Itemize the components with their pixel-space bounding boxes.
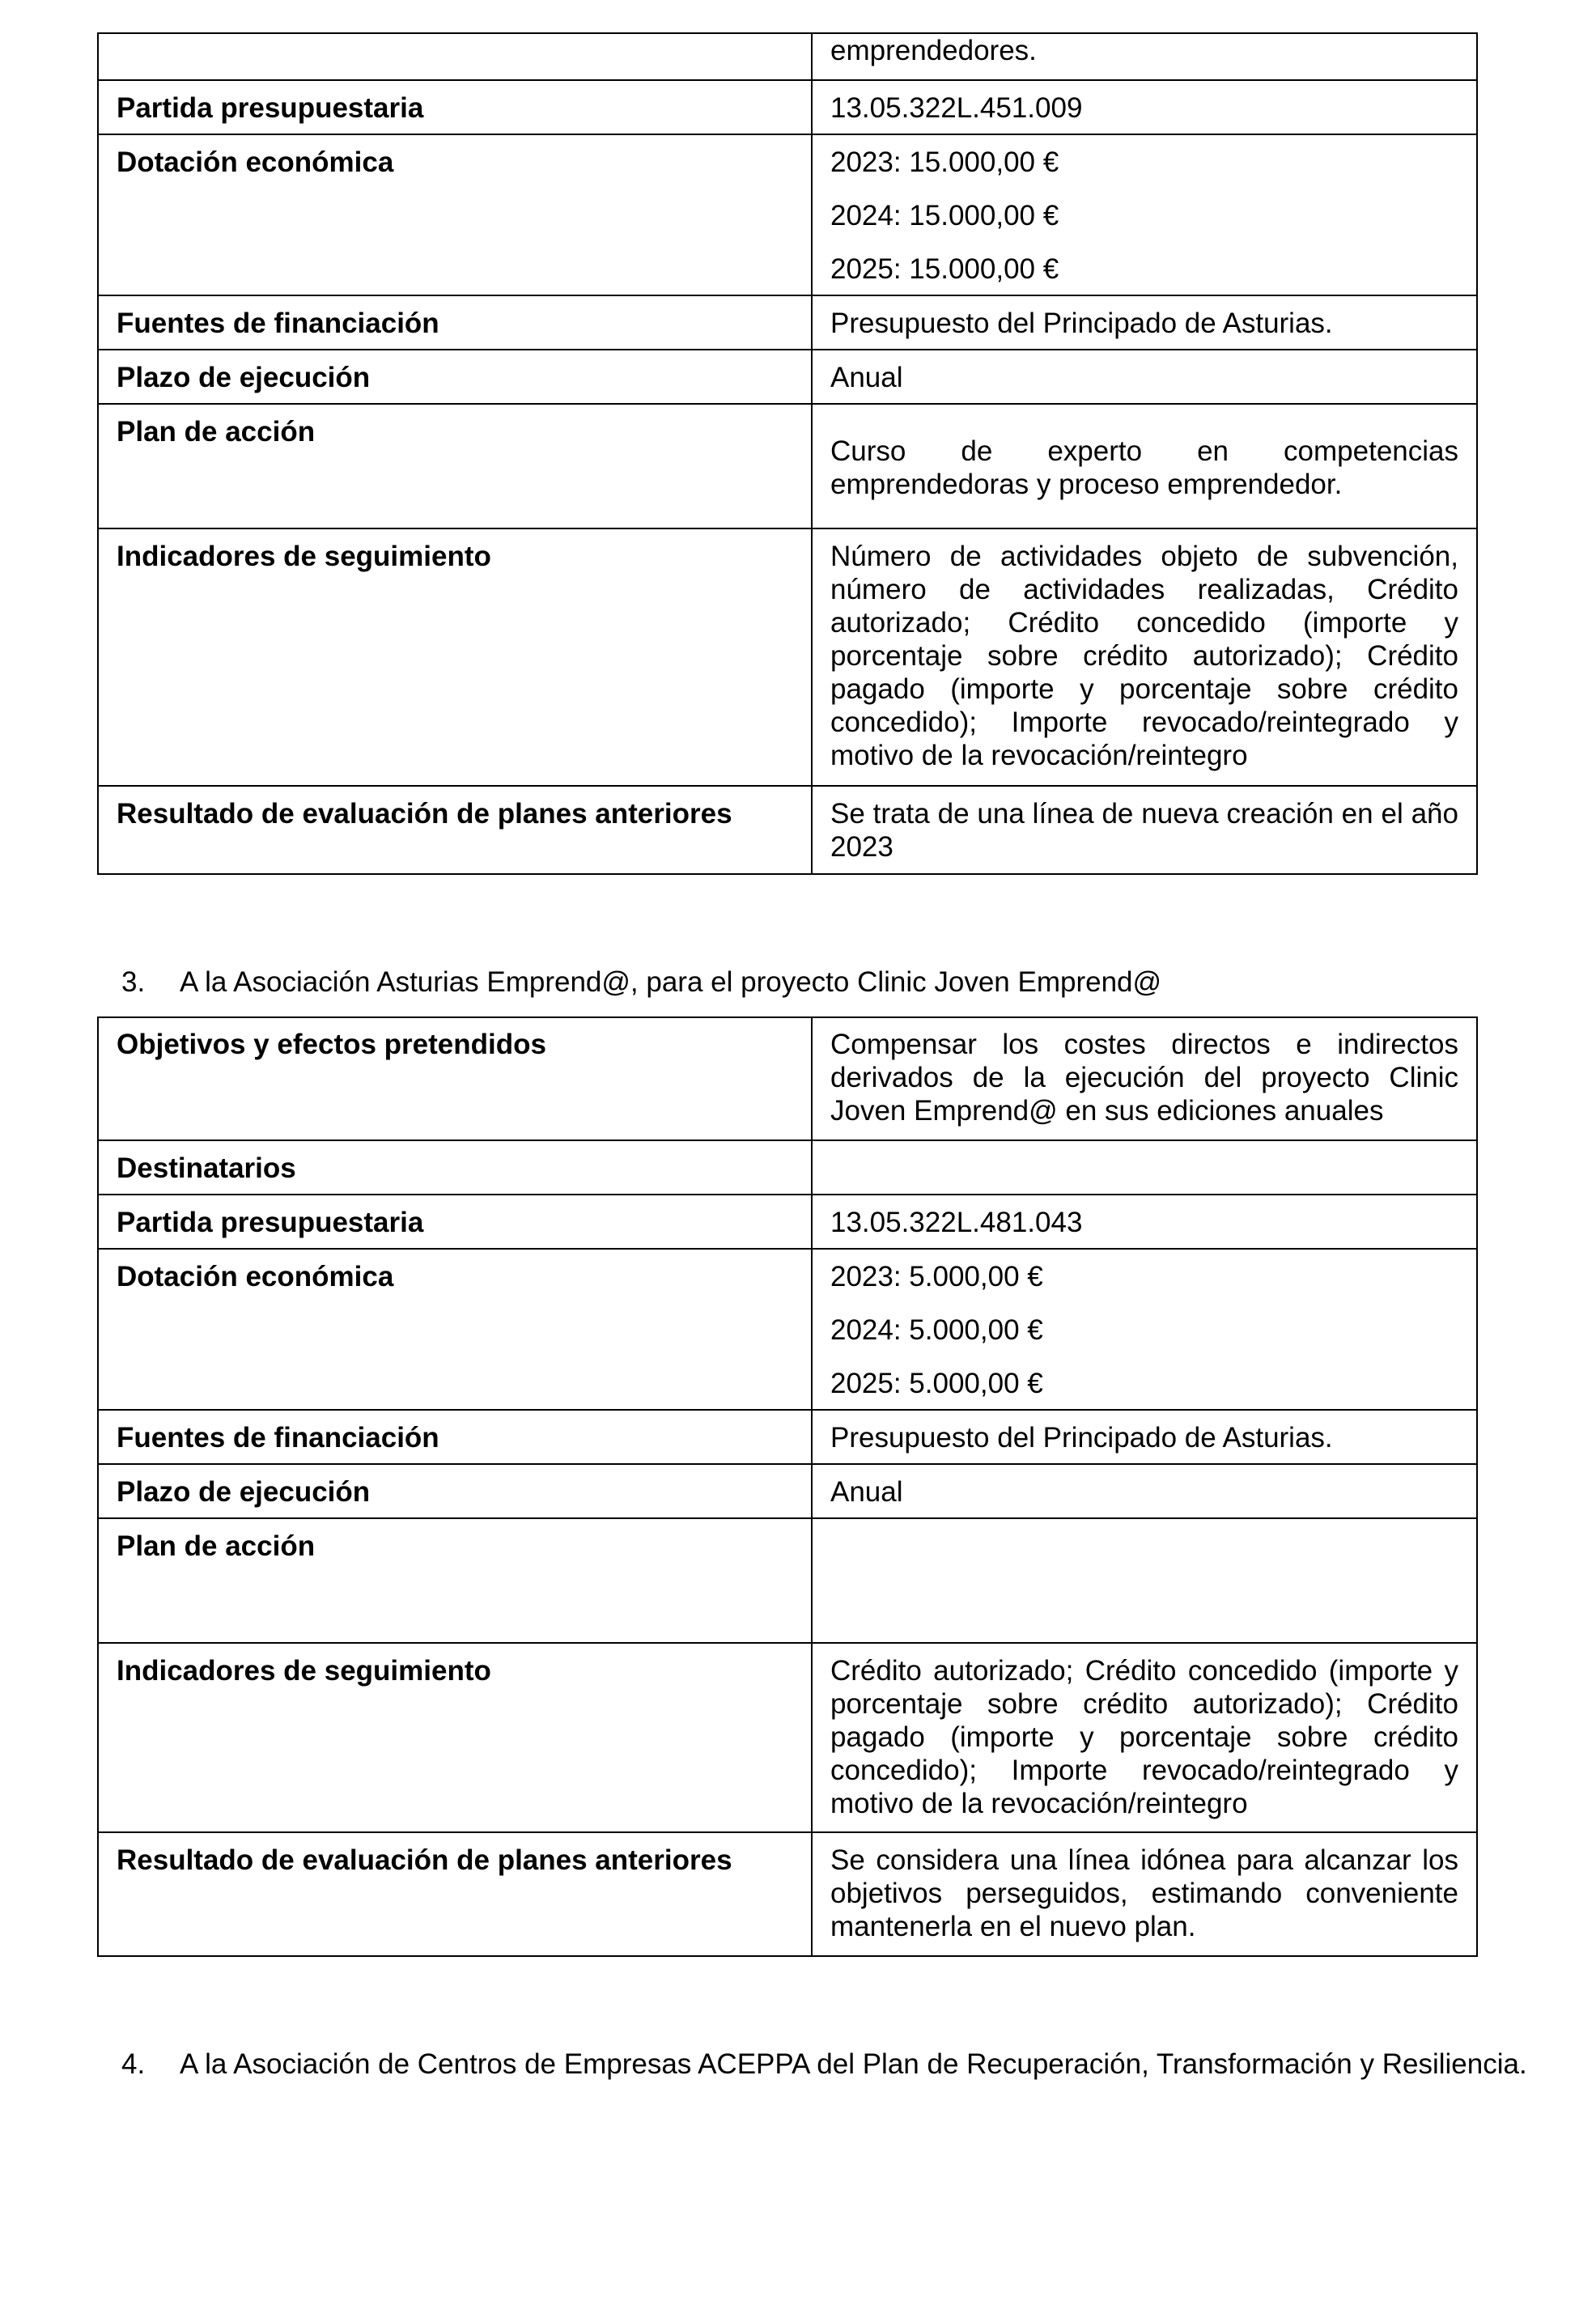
- section-title: A la Asociación de Centros de Empresas ACEPPA del Plan de Recuperación, Transformación y Resiliencia.: [180, 2048, 1527, 2080]
- row-value: [812, 134, 1477, 295]
- row-value: Anual: [812, 1464, 1477, 1518]
- row-label: Plan de acción: [98, 404, 812, 528]
- table-row: [98, 1464, 1477, 1518]
- row-label: Resultado de evaluación de planes anteriores: [98, 1832, 812, 1956]
- row-label: Destinatarios: [98, 1140, 812, 1195]
- row-value: Presupuesto del Principado de Asturias.: [812, 1410, 1477, 1464]
- row-label: Plazo de ejecución: [98, 1464, 812, 1518]
- row-value: Compensar los costes directos e indirectos derivados de la ejecución del proyecto Clinic Joven Emprend@ en sus ediciones anuales: [812, 1017, 1477, 1140]
- amount-2025: 2025: 15.000,00 €: [830, 253, 1059, 285]
- row-value: Crédito autorizado; Crédito concedido (importe y porcentaje sobre crédito autorizado); Crédito pagado (importe y porcentaje sobre crédito concedido); Importe revocado/reintegrado y motivo de la revocación/reintegro: [812, 1643, 1477, 1832]
- table-row: [98, 528, 1477, 786]
- row-value: [812, 1518, 1477, 1643]
- table-row: [98, 1832, 1477, 1956]
- table-row: [98, 1249, 1477, 1410]
- row-label: Fuentes de financiación: [98, 295, 812, 350]
- row-value: 13.05.322L.481.043: [812, 1195, 1477, 1249]
- row-value: Se considera una línea idónea para alcanzar los objetivos perseguidos, estimando conveniente mantenerla en el nuevo plan.: [812, 1832, 1477, 1956]
- row-label: Partida presupuestaria: [98, 1195, 812, 1249]
- row-label: Partida presupuestaria: [98, 80, 812, 134]
- row-label: Dotación económica: [98, 134, 812, 295]
- row-label: Dotación económica: [98, 1249, 812, 1410]
- table-row: [98, 1643, 1477, 1832]
- row-label: Plazo de ejecución: [98, 350, 812, 404]
- row-value: [812, 1249, 1477, 1410]
- row-label: Objetivos y efectos pretendidos: [98, 1017, 812, 1140]
- row-value: Presupuesto del Principado de Asturias.: [812, 295, 1477, 350]
- table-row: [98, 786, 1477, 874]
- table-row: [98, 33, 1477, 80]
- row-label: Indicadores de seguimiento: [98, 1643, 812, 1832]
- section-title: A la Asociación Asturias Emprend@, para el proyecto Clinic Joven Emprend@: [180, 966, 1162, 998]
- section-number: 3.: [121, 966, 146, 998]
- row-value: Curso de experto en competencias emprendedoras y proceso emprendedor.: [812, 404, 1477, 528]
- table-row: [98, 295, 1477, 350]
- table-row: [98, 134, 1477, 295]
- section-4-heading: [121, 2048, 1546, 2081]
- row-label: Indicadores de seguimiento: [98, 528, 812, 786]
- row-label: Resultado de evaluación de planes anteriores: [98, 786, 812, 874]
- amount-2024: 2024: 15.000,00 €: [830, 200, 1059, 231]
- section-3-heading: [121, 966, 1497, 999]
- table-row: [98, 1140, 1477, 1195]
- row-value: 13.05.322L.451.009: [812, 80, 1477, 134]
- row-value: emprendedores.: [812, 33, 1477, 80]
- row-label: Fuentes de financiación: [98, 1410, 812, 1464]
- row-value: Número de actividades objeto de subvención, número de actividades realizadas, Crédito autorizado; Crédito concedido (importe y porcentaje sobre crédito autorizado); Crédito pagado (importe y porcentaje sobre crédito concedido); Importe revocado/reintegrado y motivo de la revocación/reintegro: [812, 528, 1477, 786]
- row-value: Se trata de una línea de nueva creación en el año 2023: [812, 786, 1477, 874]
- row-label: [98, 33, 812, 80]
- table-row: [98, 1518, 1477, 1643]
- table-row: [98, 1017, 1477, 1140]
- amount-2023: 2023: 5.000,00 €: [830, 1261, 1043, 1292]
- table-line-3: [97, 1016, 1478, 1957]
- amount-2025: 2025: 5.000,00 €: [830, 1368, 1043, 1399]
- table-row: [98, 1195, 1477, 1249]
- table-row: [98, 1410, 1477, 1464]
- row-label: Plan de acción: [98, 1518, 812, 1643]
- section-number: 4.: [121, 2048, 146, 2080]
- table-line-2: [97, 32, 1478, 875]
- table-row: [98, 80, 1477, 134]
- amount-2024: 2024: 5.000,00 €: [830, 1314, 1043, 1346]
- table-row: [98, 404, 1477, 528]
- row-value: [812, 1140, 1477, 1195]
- row-value: Anual: [812, 350, 1477, 404]
- table-row: [98, 350, 1477, 404]
- amount-2023: 2023: 15.000,00 €: [830, 146, 1059, 178]
